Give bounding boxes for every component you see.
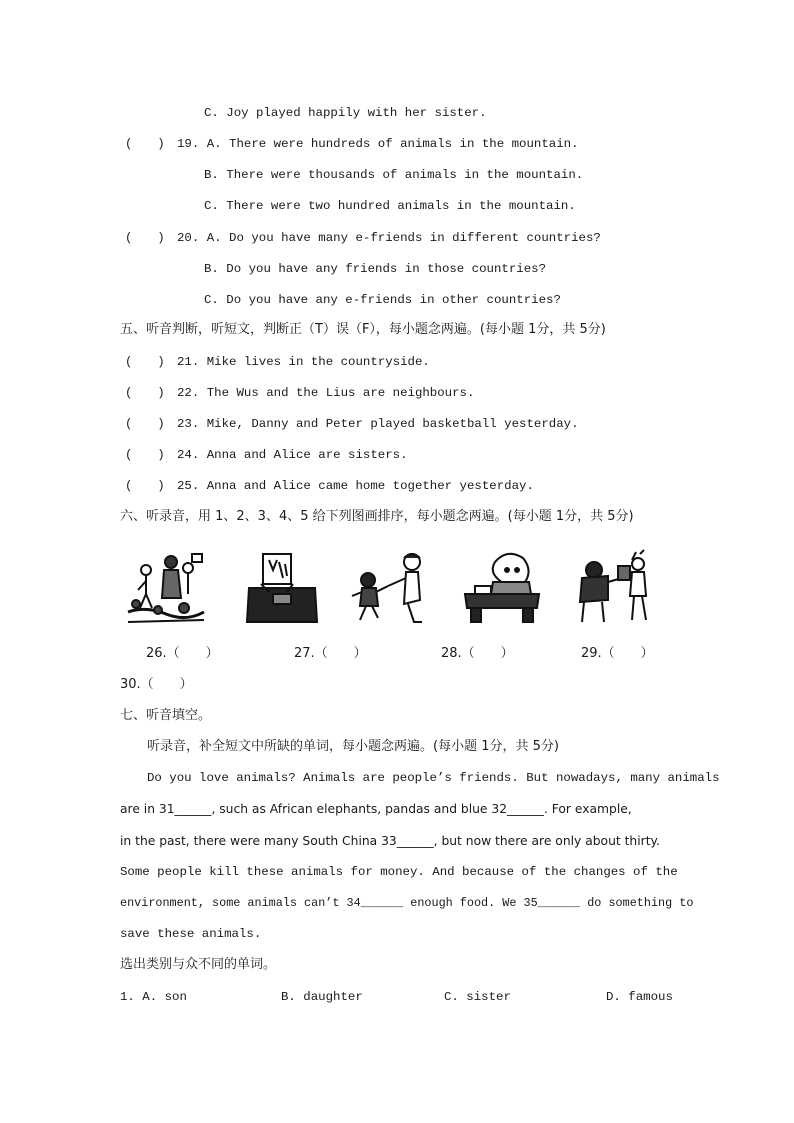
q19-paren: ( ) [125, 137, 165, 151]
passage-line-5: environment, some animals can’t 34______ enough food. We 35______ do something to [120, 896, 694, 910]
q24-paren: ( ) [125, 448, 165, 462]
section8-title: 选出类别与众不同的单词。 [120, 957, 277, 972]
label-30: 30.（ ） [120, 677, 193, 692]
passage-line-1: Do you love animals? Animals are people’s friends. But nowadays, many animals [147, 771, 720, 785]
section7-title: 七、听音填空。 [120, 708, 212, 723]
label-28: 28.（ ） [441, 646, 514, 661]
q20-option-b: B. Do you have any friends in those countries? [204, 262, 547, 276]
q1-option-b: B. daughter [281, 990, 363, 1004]
q23-paren: ( ) [125, 417, 165, 431]
q25-text: 25. Anna and Alice came home together yesterday. [177, 479, 534, 493]
picture-tv-on-desk [243, 548, 323, 626]
q23-text: 23. Mike, Danny and Peter played basketball yesterday. [177, 417, 579, 431]
q20-option-a: 20. A. Do you have many e-friends in different countries? [177, 231, 601, 245]
label-27: 27.（ ） [294, 646, 367, 661]
q19-option-a: 19. A. There were hundreds of animals in the mountain. [177, 137, 579, 151]
passage-line-2: are in 31______, such as African elephants, pandas and blue 32______. For example, [120, 802, 632, 816]
q22-text: 22. The Wus and the Lius are neighbours. [177, 386, 475, 400]
q21-text: 21. Mike lives in the countryside. [177, 355, 430, 369]
picture-crowd-scene [126, 548, 206, 626]
passage-line-6: save these animals. [120, 927, 262, 941]
picture-man-and-child [574, 548, 654, 626]
q24-text: 24. Anna and Alice are sisters. [177, 448, 408, 462]
section6-title: 六、听录音，用 1、2、3、4、5 给下列图画排序，每小题念两遍。(每小题 1分，共 5分) [120, 509, 634, 524]
picture-student-at-desk [461, 548, 541, 626]
q1-option-c: C. sister [444, 990, 511, 1004]
q25-paren: ( ) [125, 479, 165, 493]
q1-option-a: 1. A. son [120, 990, 187, 1004]
section5-title: 五、听音判断，听短文，判断正（T）误（F），每小题念两遍。(每小题 1分，共 5分) [120, 322, 606, 337]
q19-option-b: B. There were thousands of animals in the mountain. [204, 168, 584, 182]
passage-line-3: in the past, there were many South China 33______, but now there are only about thirty. [120, 834, 660, 848]
q20-paren: ( ) [125, 231, 165, 245]
label-29: 29.（ ） [581, 646, 654, 661]
passage-line-4: Some people kill these animals for money. And because of the changes of the [120, 865, 678, 879]
section7-instruction: 听录音，补全短文中所缺的单词，每小题念两遍。(每小题 1分，共 5分) [147, 739, 559, 754]
picture-two-people-dancing [348, 548, 428, 626]
q1-option-d: D. famous [606, 990, 673, 1004]
q18-option-c: C. Joy played happily with her sister. [204, 106, 487, 120]
q20-option-c: C. Do you have any e-friends in other countries? [204, 293, 561, 307]
q21-paren: ( ) [125, 355, 165, 369]
label-26: 26.（ ） [146, 646, 219, 661]
q22-paren: ( ) [125, 386, 165, 400]
q19-option-c: C. There were two hundred animals in the mountain. [204, 199, 576, 213]
